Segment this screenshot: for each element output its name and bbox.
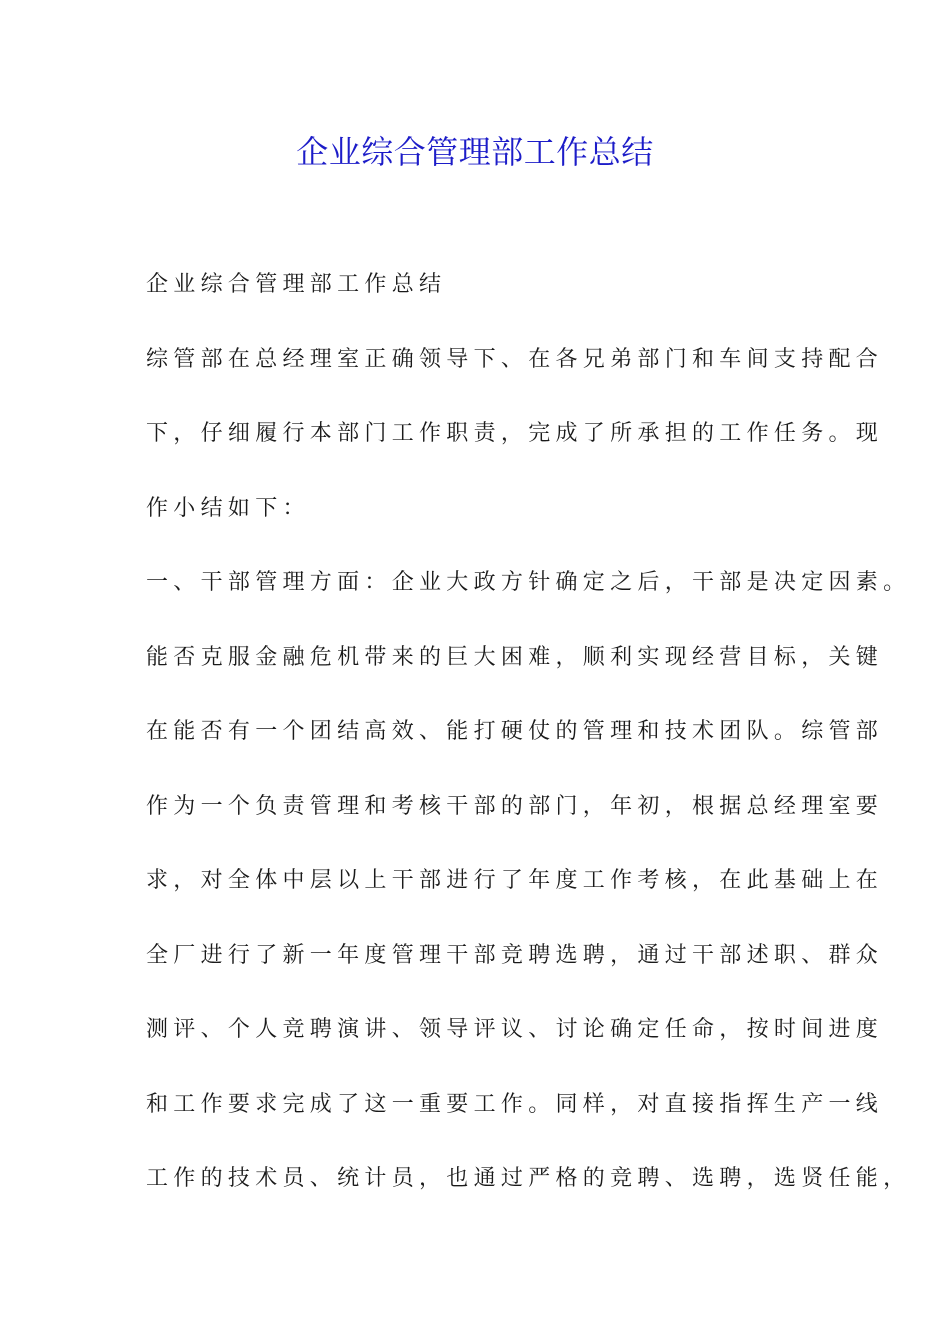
body-line: 作小结如下： [146,495,310,521]
body-line: 和工作要求完成了这一重要工作。同样，对直接指挥生产一线 [146,1091,884,1117]
body-line: 下，仔细履行本部门工作职责，完成了所承担的工作任务。现 [146,421,884,446]
body-line: 全厂进行了新一年度管理干部竞聘选聘，通过干部述职、群众 [146,942,884,968]
body-line: 求，对全体中层以上干部进行了年度工作考核，在此基础上在 [146,868,884,893]
body-line: 测评、个人竞聘演讲、领导评议、讨论确定任命，按时间进度 [146,1017,884,1042]
body-line: 一、干部管理方面：企业大政方针确定之后，干部是决定因素。 [146,570,911,595]
document-title: 企业综合管理部工作总结 [296,133,654,171]
body-line: 在能否有一个团结高效、能打硬仗的管理和技术团队。综管部 [146,719,884,744]
body-line: 企业综合管理部工作总结 [146,272,447,297]
body-line: 能否克服金融危机带来的巨大困难，顺利实现经营目标，关键 [146,644,884,670]
body-line: 综管部在总经理室正确领导下、在各兄弟部门和车间支持配合 [146,346,884,372]
body-line: 作为一个负责管理和考核干部的部门，年初，根据总经理室要 [146,793,884,819]
body-line: 工作的技术员、统计员，也通过严格的竞聘、选聘，选贤任能， [146,1166,911,1191]
document-body [146,259,911,1228]
